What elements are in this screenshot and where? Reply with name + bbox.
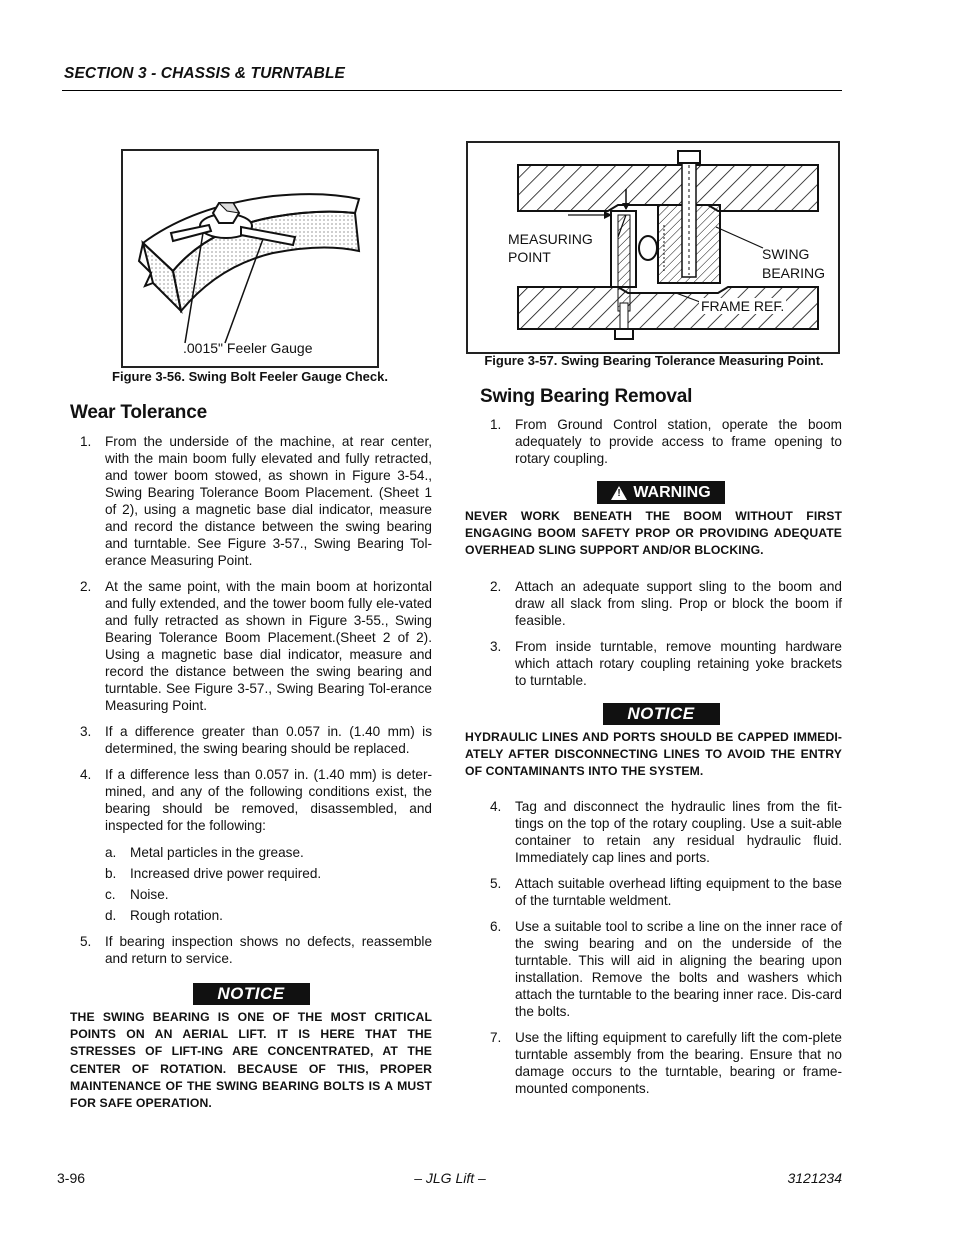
list-item: 6. Use a suitable tool to scribe a line on the inner race of the swing bearing and on the underside of the turntable. This will aid in aligning the bearing upon installation. Remove the bolts and washers which attach the turntable to the bearing inner race. Dis-card the bolts. — [490, 919, 842, 1020]
frame-ref-label: FRAME REF. — [701, 298, 785, 314]
header-rule — [62, 90, 842, 91]
warning-text: NEVER WORK BENEATH THE BOOM WITHOUT FIRST ENGAGING BOOM SAFETY PROP OR PROVIDING ADEQUATE OVERHEAD SLING SUPPORT AND/OR BLOCKING. — [465, 509, 842, 558]
measuring-point-label-line2: POINT — [508, 249, 551, 265]
swing-bearing-removal-heading: Swing Bearing Removal — [480, 386, 693, 407]
figure-57-caption: Figure 3-57. Swing Bearing Tolerance Measuring Point. — [484, 353, 824, 368]
page-number: 3-96 — [57, 1170, 86, 1186]
measuring-point-label-line1: MEASURING — [508, 231, 593, 247]
swing-bearing-removal-section — [465, 386, 842, 1106]
list-item: 5. If bearing inspection shows no defects, reassemble and return to service. — [80, 934, 432, 966]
notice-text: HYDRAULIC LINES AND PORTS SHOULD BE CAPPED IMMEDI-ATELY AFTER DISCONNECTING LINES TO AVOID THE ENTRY OF CONTAMINANTS INTO THE SYSTEM. — [465, 729, 842, 779]
removal-steps-3 — [480, 798, 842, 1097]
list-item: d. Rough rotation. — [105, 908, 223, 923]
list-item: c. Noise. — [105, 887, 169, 902]
warning-badge: ! WARNING — [597, 481, 725, 504]
section-header: SECTION 3 - CHASSIS & TURNTABLE — [64, 65, 345, 82]
footer-publisher: – JLG Lift – — [414, 1170, 486, 1186]
list-item: 2. Attach an adequate support sling to the boom and draw all slack from sling. Prop or block the boom if feasible. — [490, 578, 842, 628]
list-item: 3. If a difference greater than 0.057 in. (1.40 mm) is determined, the swing bearing should be replaced. — [80, 724, 432, 756]
list-item: a. Metal particles in the grease. — [105, 845, 304, 860]
list-item: 4. Tag and disconnect the hydraulic lines from the fit-tings on the top of the rotary coupling. Use a suit-able container to retain any residual hydraulic fluid. Immediately cap lines and ports. — [490, 799, 842, 866]
removal-steps-2 — [480, 578, 842, 689]
inspection-sublist — [105, 844, 432, 924]
notice-text: THE SWING BEARING IS ONE OF THE MOST CRITICAL POINTS ON AN AERIAL LIFT. IT IS HERE THAT THE STRESSES OF LIFT-ING ARE CONCENTRATED, AT THE CENTER OF ROTATION. BECAUSE OF THIS, PROPER MAINTENANCE OF THE SWING BEARING BOLTS IS A MUST FOR SAFE OPERATION. — [70, 1010, 432, 1111]
list-item: b. Increased drive power required. — [105, 866, 322, 881]
warning-triangle-icon: ! — [611, 486, 627, 500]
list-item: 2. At the same point, with the main boom at horizontal and fully extended, and the tower boom fully ele-vated and fully retracted as shown in Figure 3-55., Swing Bearing Tolerance Boom Placement.(Sheet 2 of 2). Using a magnetic base dial indicator, measure and record the distance between the swing bearing and turntable. See Figure 3-57., Swing Bearing Tol-erance Measuring Point. — [80, 579, 432, 713]
list-item: 4. If a difference less than 0.057 in. (1.40 mm) is deter-mined, and any of the following conditions exist, the bearing should be removed, disassembled, and inspected for the following: a. Metal particles in the grease. b. Increased drive power required. c. Noise. d. Rough rotation. — [80, 767, 432, 923]
wear-tolerance-heading: Wear Tolerance — [70, 402, 207, 423]
list-item: 3. From inside turntable, remove mounting hardware which attach rotary coupling retaining yoke brackets to turntable. — [490, 638, 842, 688]
swing-bearing-label-line2: BEARING — [762, 265, 826, 281]
list-item: 5. Attach suitable overhead lifting equipment to the base of the turntable weldment. — [490, 876, 842, 909]
list-item: 7. Use the lifting equipment to carefully lift the com-plete turntable assembly from the bearing. Ensure that no damage occurs to the turntable, bearing or frame-mounted components. — [490, 1030, 842, 1097]
wear-tolerance-section — [70, 404, 432, 1112]
list-item: 1. From the underside of the machine, at rear center, with the main boom fully elevated and fully retracted, and tower boom stowed, as shown in Figure 3-54., Swing Bearing Tolerance Boom Placement. (Sheet 1 of 2), using a magnetic base dial indicator, measure and record the distance between the swing bearing and turntable. See Figure 3-57., Swing Bearing Tol-erance Measuring Point. — [80, 434, 432, 568]
wear-steps — [70, 433, 432, 967]
figure-57-frame — [466, 141, 840, 354]
figure-56-caption: Figure 3-56. Swing Bolt Feeler Gauge Check. — [112, 369, 388, 384]
document-number: 3121234 — [787, 1170, 842, 1186]
removal-steps-1 — [480, 416, 842, 467]
notice-badge: NOTICE — [603, 703, 720, 725]
list-item: 1. From Ground Control station, operate the boom adequately to provide access to frame opening to rotary coupling. — [490, 417, 842, 466]
notice-badge: NOTICE — [193, 983, 310, 1005]
swing-bearing-label-line1: SWING — [762, 246, 810, 262]
feeler-gauge-illustration — [123, 151, 377, 366]
feeler-gauge-label: .0015" Feeler Gauge — [183, 340, 313, 356]
figure-56-frame — [121, 149, 379, 368]
